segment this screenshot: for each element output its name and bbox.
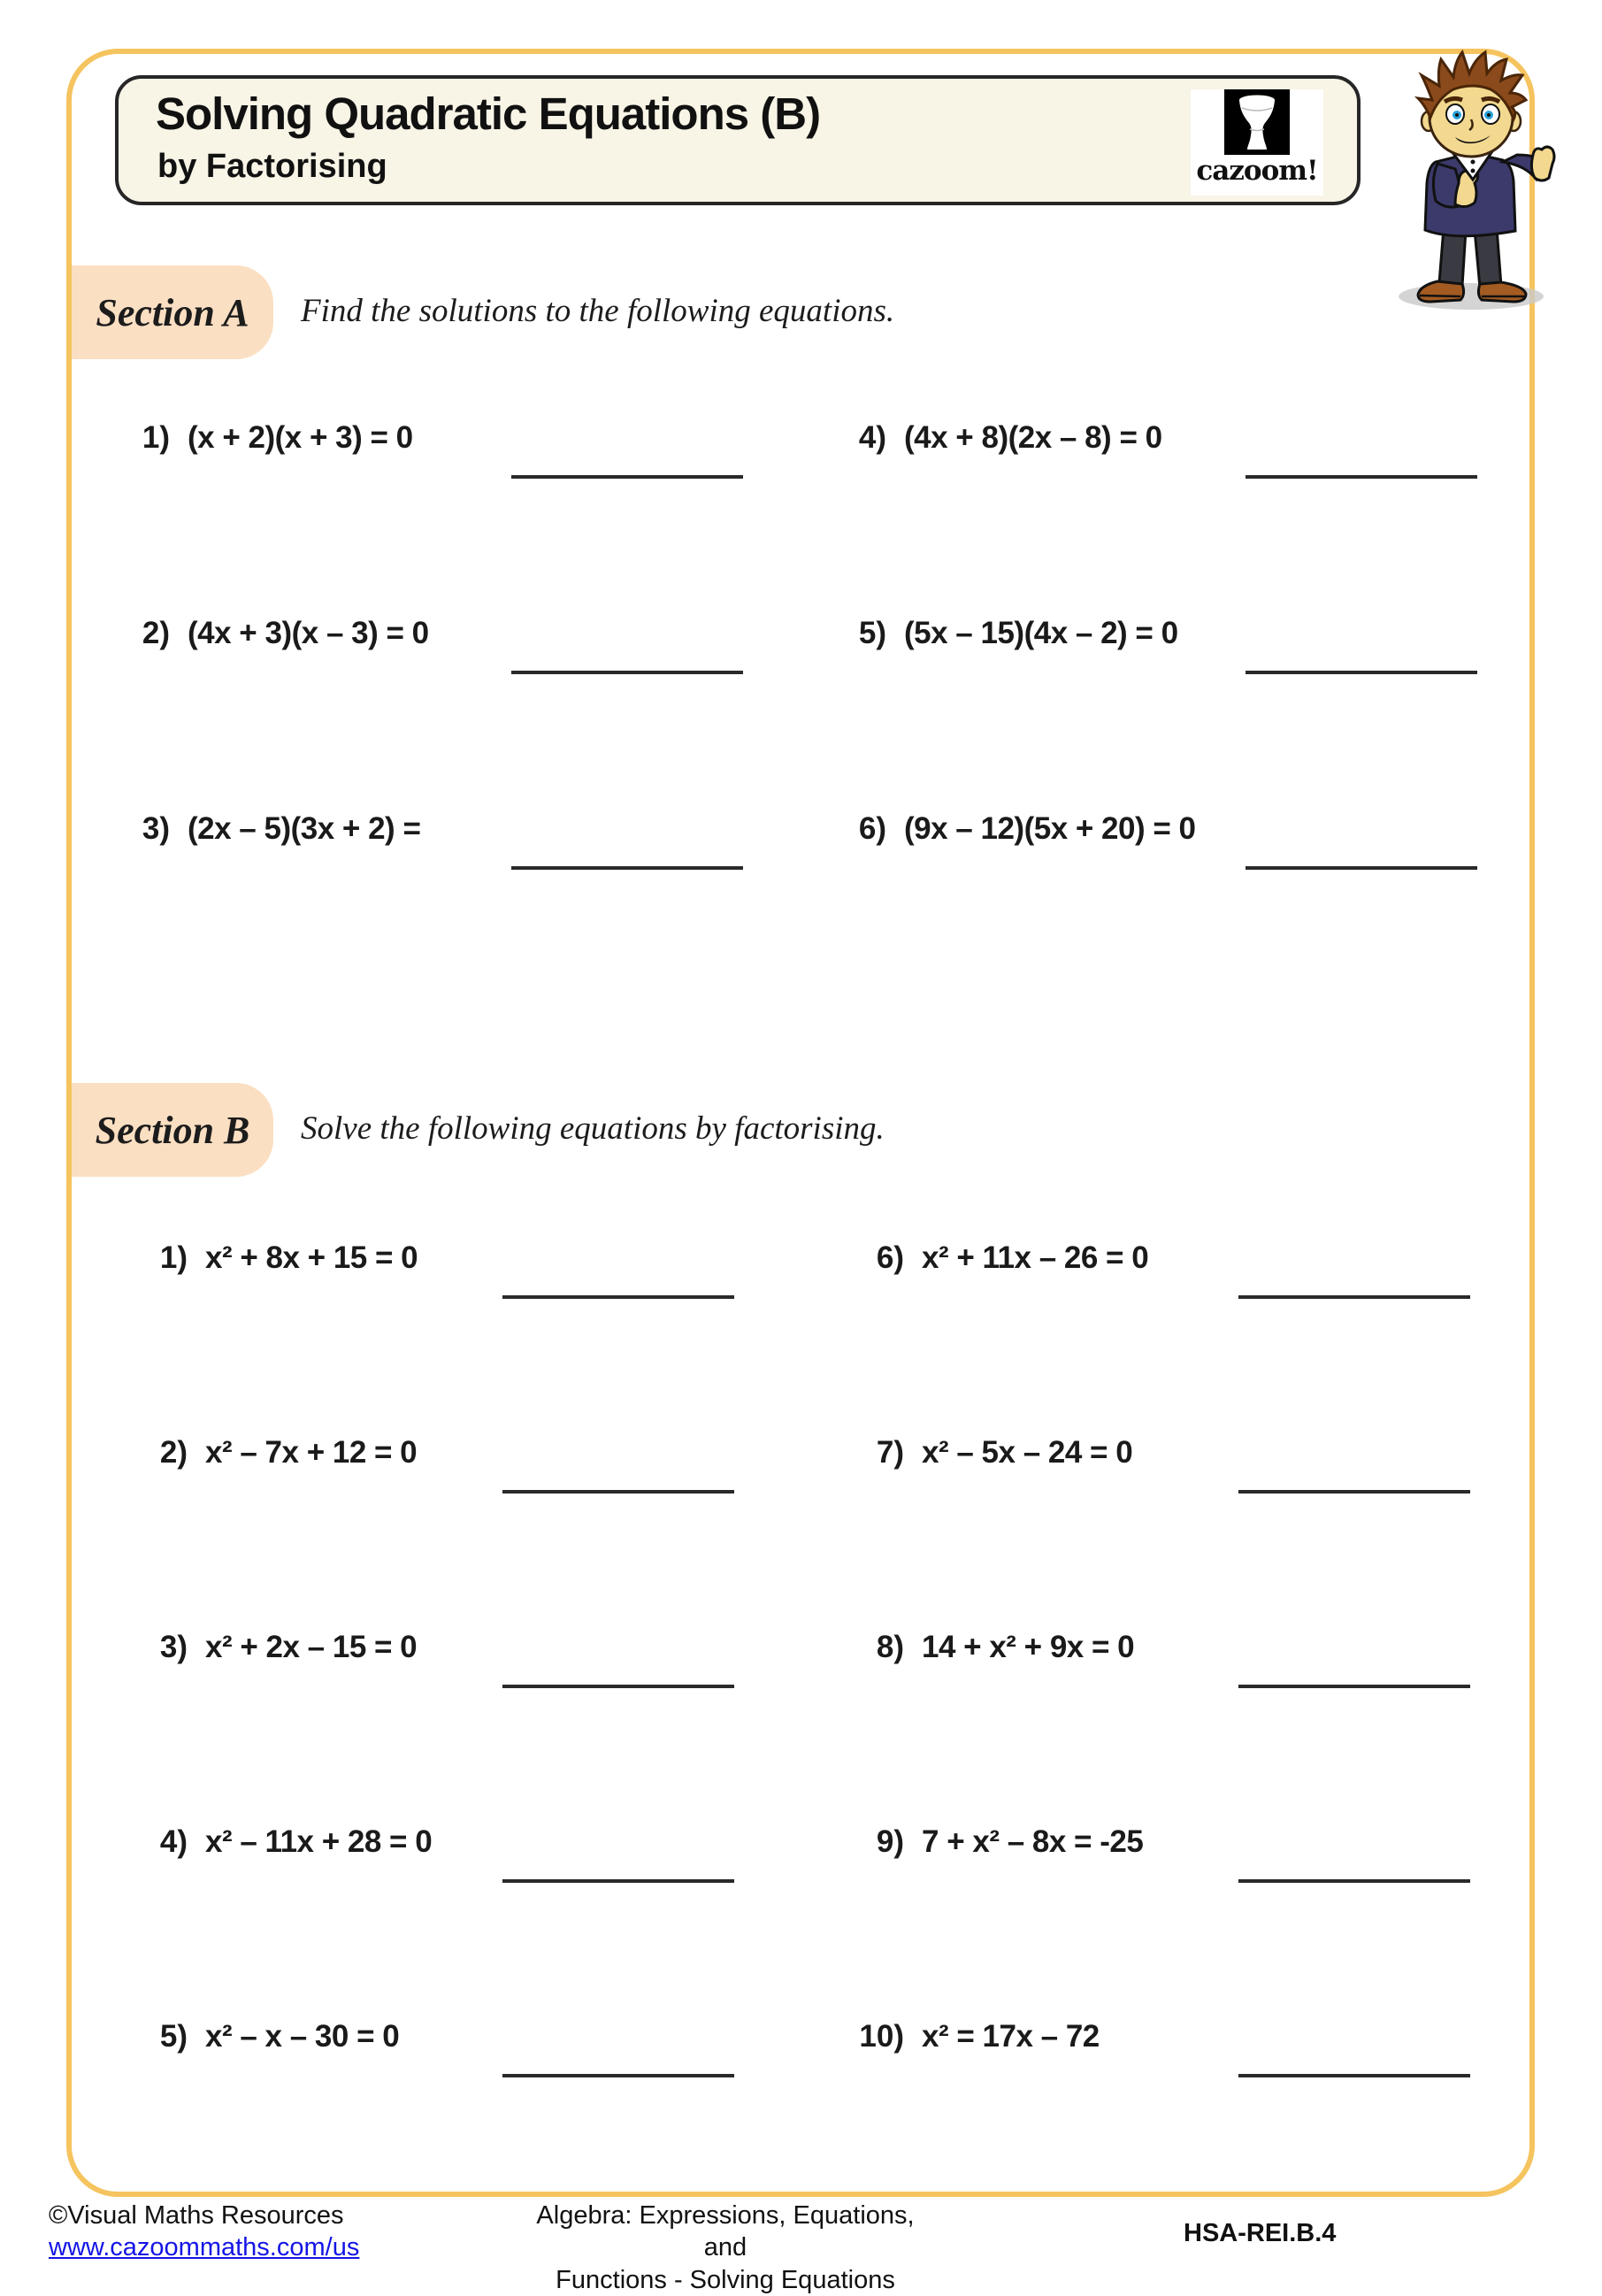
section-b-label: Section B [72, 1083, 273, 1177]
answer-blank-line [1246, 866, 1477, 870]
equation-item [115, 420, 832, 616]
question-number: 4) [858, 420, 886, 455]
question-number: 10) [859, 2019, 904, 2054]
answer-blank-line [1238, 1685, 1470, 1688]
footer-copyright-block [49, 2200, 359, 2264]
footer-topic-block [522, 2200, 929, 2296]
equation-item [849, 1824, 1513, 2019]
equation-text: (2x – 5)(3x + 2) = [188, 811, 421, 846]
student-character-illustration [1367, 31, 1588, 323]
standard-code: HSA-REI.B.4 [1184, 2219, 1337, 2247]
page-subtitle: by Factorising [157, 148, 387, 185]
equation-item [133, 1824, 849, 2019]
equation-text: (9x – 12)(5x + 20) = 0 [904, 811, 1196, 846]
cazoom-logo [1191, 89, 1323, 196]
answer-blank-line [1246, 475, 1477, 479]
answer-blank-line [1238, 2074, 1470, 2077]
question-number: 4) [159, 1824, 188, 1859]
answer-blank-line [502, 2074, 734, 2077]
section-b-equations [133, 1240, 1495, 2214]
answer-blank-line [1246, 671, 1477, 674]
answer-blank-line [502, 1295, 734, 1299]
equation-item [133, 1435, 849, 1630]
question-number: 2) [159, 1435, 188, 1470]
topic-line-2: Functions - Solving Equations [556, 2265, 895, 2294]
answer-blank-line [502, 1490, 734, 1494]
question-number: 5) [159, 2019, 188, 2054]
equation-item [849, 1240, 1513, 1435]
equation-text: (5x – 15)(4x – 2) = 0 [904, 616, 1178, 650]
question-number: 5) [858, 616, 886, 650]
answer-blank-line [1238, 1295, 1470, 1299]
djembe-drum-icon [1224, 89, 1290, 155]
equation-text: 7 + x² – 8x = -25 [922, 1824, 1144, 1859]
equation-text: x² – 5x – 24 = 0 [922, 1435, 1133, 1470]
worksheet-header [115, 75, 1361, 205]
equation-text: 14 + x² + 9x = 0 [922, 1630, 1135, 1664]
equation-item [133, 2019, 849, 2214]
equation-item [832, 420, 1495, 616]
question-number: 3) [142, 811, 170, 846]
equation-text: x² + 8x + 15 = 0 [205, 1240, 418, 1275]
question-number: 7) [876, 1435, 904, 1470]
equation-text: (4x + 8)(2x – 8) = 0 [904, 420, 1162, 455]
equation-text: (4x + 3)(x – 3) = 0 [188, 616, 429, 650]
section-b-instruction: Solve the following equations by factorising. [301, 1110, 885, 1147]
question-number: 3) [159, 1630, 188, 1664]
equation-item [115, 616, 832, 811]
section-a-label: Section A [72, 265, 273, 359]
answer-blank-line [511, 671, 743, 674]
equation-text: x² – 11x + 28 = 0 [205, 1824, 433, 1859]
section-a-equations [115, 420, 1495, 1007]
equation-item [133, 1630, 849, 1824]
question-number: 9) [876, 1824, 904, 1859]
question-number: 2) [142, 616, 170, 650]
answer-blank-line [511, 866, 743, 870]
website-link[interactable]: www.cazoommaths.com/us [49, 2233, 360, 2262]
question-number: 6) [876, 1240, 904, 1275]
answer-blank-line [1238, 1879, 1470, 1883]
question-number: 1) [159, 1240, 188, 1275]
question-number: 6) [858, 811, 886, 846]
equation-item [115, 811, 832, 1007]
page-title: Solving Quadratic Equations (B) [156, 88, 821, 139]
question-number: 8) [876, 1630, 904, 1664]
equation-item [849, 1435, 1513, 1630]
copyright-text: ©Visual Maths Resources [49, 2201, 344, 2230]
equation-text: x² – x – 30 = 0 [205, 2019, 400, 2054]
section-a-instruction: Find the solutions to the following equations. [301, 293, 895, 329]
equation-item [849, 2019, 1513, 2214]
answer-blank-line [502, 1879, 734, 1883]
equation-text: x² + 2x – 15 = 0 [205, 1630, 418, 1664]
question-number: 1) [142, 420, 170, 455]
answer-blank-line [502, 1685, 734, 1688]
answer-blank-line [511, 475, 743, 479]
equation-text: x² – 7x + 12 = 0 [205, 1435, 418, 1470]
cazoom-logo-text: cazoom! [1196, 155, 1318, 187]
equation-item [832, 811, 1495, 1007]
equation-item [133, 1240, 849, 1435]
equation-text: x² + 11x – 26 = 0 [922, 1240, 1149, 1275]
topic-line-1: Algebra: Expressions, Equations, and [536, 2201, 915, 2262]
equation-item [849, 1630, 1513, 1824]
answer-blank-line [1238, 1490, 1470, 1494]
equation-text: (x + 2)(x + 3) = 0 [188, 420, 413, 455]
equation-text: x² = 17x – 72 [922, 2019, 1100, 2054]
equation-item [832, 616, 1495, 811]
